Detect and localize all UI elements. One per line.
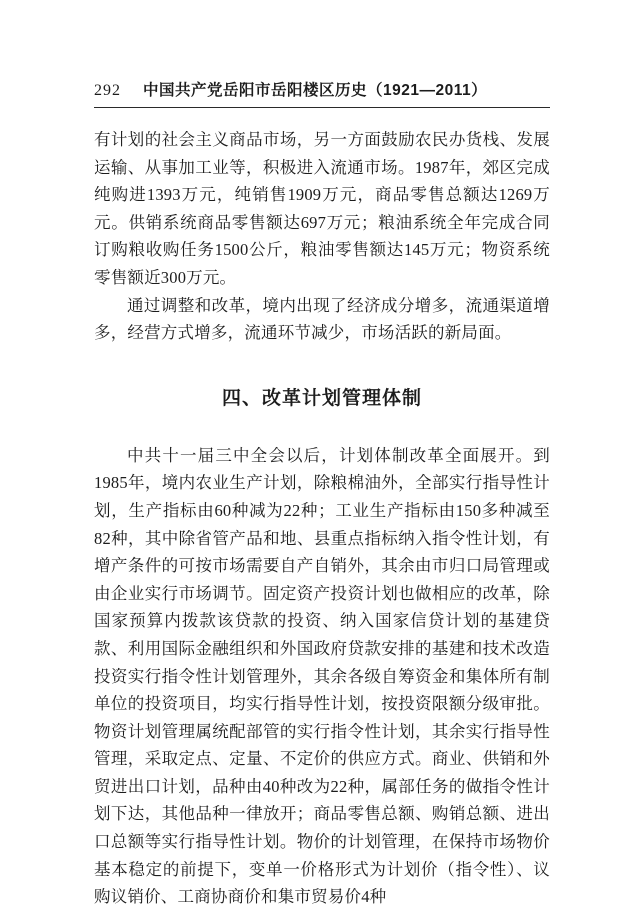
page-header [94,78,550,108]
page-number: 292 [94,82,121,99]
paragraph-summary: 通过调整和改革，境内出现了经济成分增多，流通渠道增多，经营方式增多，流通环节减少，市场活跃的新局面。 [94,295,550,343]
section-heading: 四、改革计划管理体制 [221,387,422,409]
book-title: 中国共产党岳阳市岳阳楼区历史（1921—2011） [143,82,488,99]
paragraph-continuation: 有计划的社会主义商品市场，另一方面鼓励农民办货栈、发展运输、从事加工业等，积极进入流通市场。1987年，郊区完成纯购进1393万元，纯销售1909万元，商品零售总额达1269万元。供销系统商品零售额达697万元；粮油系统全年完成合同订购粮收购任务1500公斤，粮油零售额达145万元；物资系统零售额近300万元。 [94,130,550,287]
paragraph-reform: 中共十一届三中全会以后，计划体制改革全面展开。到1985年，境内农业生产计划，除粮棉油外，全部实行指导性计划，生产指标由60种减为22种；工业生产指标由150多种减至82种，其中除省管产品和地、县重点指标纳入指令性计划，有增产条件的可按市场需要自产自销外，其余由市归口局管理或由企业实行市场调节。固定资产投资计划也做相应的改革，除国家预算内拨款该贷款的投资、纳入国家信贷计划的基建贷款、利用国际金融组织和外国政府贷款安排的基建和技术改造投资实行指令性计划管理外，其余各级自筹资金和集体所有制单位的投资项目，均实行指导性计划，按投资限额分级审批。物资计划管理属统配部管的实行指令性计划，其余实行指导性管理，采取定点、定量、不定价的供应方式。商业、供销和外贸进出口计划，品种由40种改为22种，属部任务的做指令性计划下达，其他品种一律放开；商品零售总额、购销总额、进出口总额等实行指导性计划。物价的计划管理，在保持市场物价基本稳定的前提下，变单一价格形式为计划价（指令性）、议购议销价、工商协商价和集市贸易价4种 [94,445,550,907]
page-body [94,126,550,907]
